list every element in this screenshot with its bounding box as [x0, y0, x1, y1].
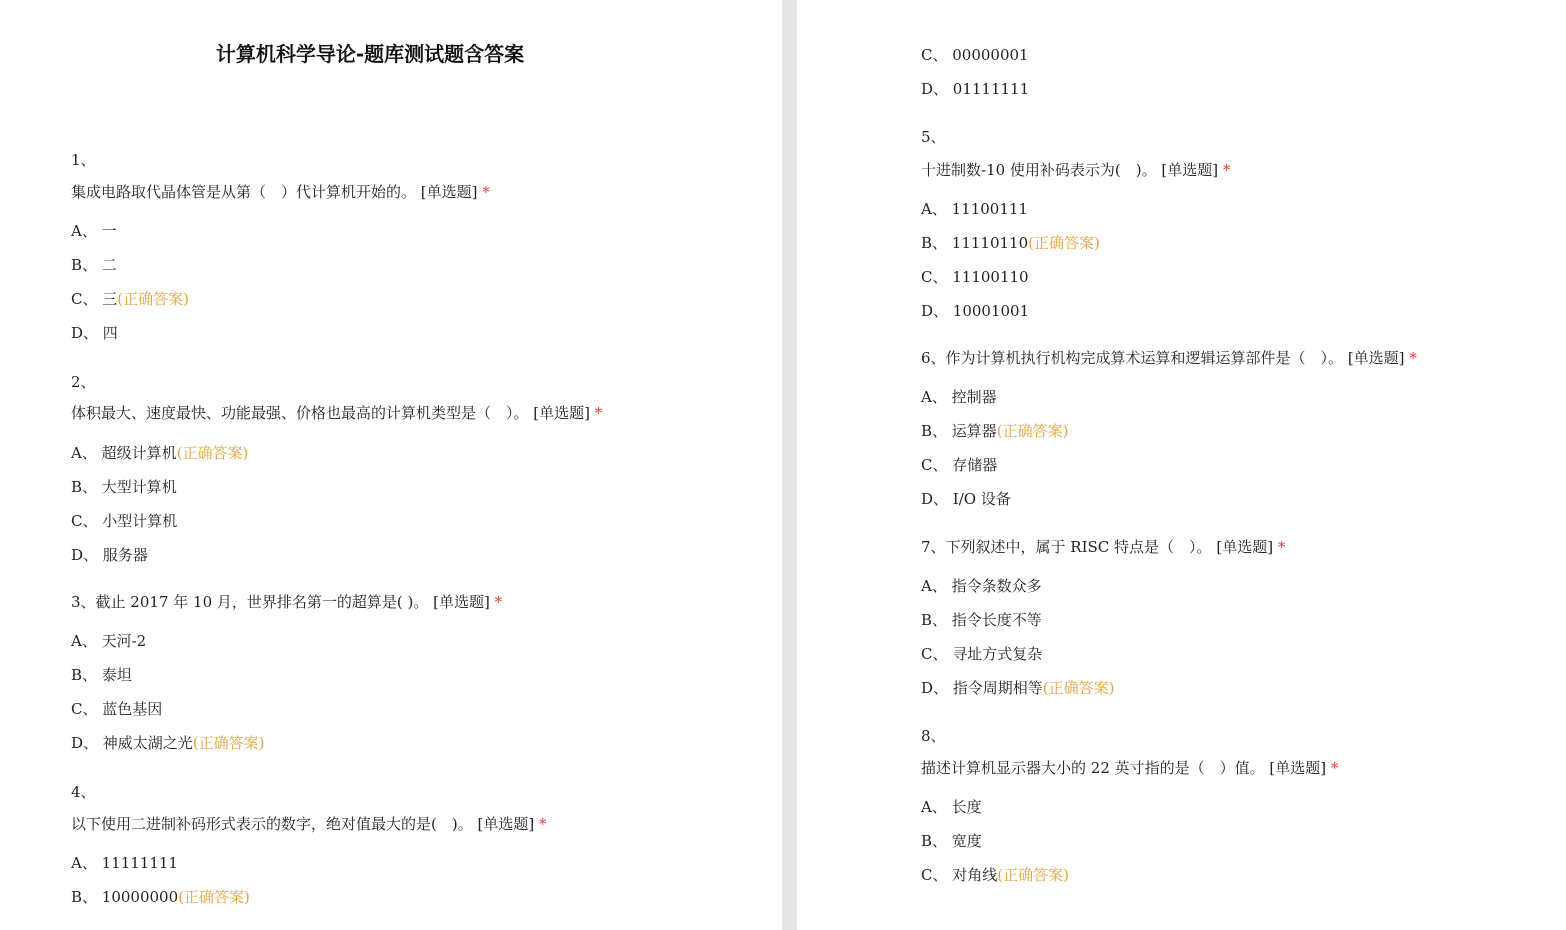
- question-type-tag: [单选题]: [1269, 759, 1327, 777]
- required-mark: *: [494, 593, 503, 611]
- question-3-text: 3、截止 2017 年 10 月，世界排名第一的超算是( )。 [单选题] *: [71, 593, 503, 611]
- question-5-option-a: A、 11100111: [921, 200, 1028, 218]
- question-7-option-c: C、 寻址方式复杂: [921, 645, 1043, 663]
- correct-answer-mark: (正确答案): [997, 866, 1069, 884]
- document-title: 计算机科学导论-题库测试题含答案: [215, 42, 525, 66]
- question-8-option-c: C、 对角线(正确答案): [921, 866, 1069, 884]
- question-6-option-a: A、 控制器: [921, 388, 997, 406]
- question-4-option-c: C、 00000001: [921, 46, 1029, 64]
- question-2-option-a: A、 超级计算机(正确答案): [71, 444, 249, 462]
- question-1-option-c: C、 三(正确答案): [71, 290, 189, 308]
- question-1-option-a: A、 一: [71, 222, 117, 240]
- question-7-option-b: B、 指令长度不等: [921, 611, 1042, 629]
- question-2-text: 体积最大、速度最快、功能最强、价格也最高的计算机类型是（ ）。 [单选题] *: [71, 404, 603, 422]
- required-mark: *: [1277, 538, 1286, 556]
- correct-answer-mark: (正确答案): [1028, 234, 1100, 252]
- correct-answer-mark: (正确答案): [996, 422, 1069, 440]
- question-5-option-c: C、 11100110: [921, 268, 1029, 286]
- question-3-option-b: B、 泰坦: [71, 666, 132, 684]
- question-1-option-d: D、 四: [71, 324, 118, 342]
- question-2-option-b: B、 大型计算机: [71, 478, 177, 496]
- question-2-number: 2、: [71, 373, 96, 391]
- question-6-text: 6、作为计算机执行机构完成算术运算和逻辑运算部件是（ ）。 [单选题] *: [921, 349, 1417, 367]
- correct-answer-mark: (正确答案): [117, 290, 189, 308]
- question-5-option-d: D、 10001001: [921, 302, 1030, 320]
- question-7-text: 7、下列叙述中，属于 RISC 特点是（ ）。 [单选题] *: [921, 538, 1286, 556]
- question-1-option-b: B、 二: [71, 256, 117, 274]
- question-8-option-b: B、 宽度: [921, 832, 982, 850]
- question-4-text: 以下使用二进制补码形式表示的数字，绝对值最大的是( )。 [单选题] *: [71, 815, 547, 833]
- question-type-tag: [单选题]: [1161, 161, 1219, 179]
- question-type-tag: [单选题]: [533, 404, 591, 422]
- document-page-left: [0, 0, 782, 930]
- question-8-option-a: A、 长度: [921, 798, 982, 816]
- document-page-right: [797, 0, 1566, 930]
- question-6-option-c: C、 存储器: [921, 456, 998, 474]
- question-2-option-d: D、 服务器: [71, 546, 148, 564]
- question-8-text: 描述计算机显示器大小的 22 英寸指的是（ ）值。 [单选题] *: [921, 759, 1339, 777]
- question-7-option-d: D、 指令周期相等(正确答案): [921, 679, 1115, 697]
- required-mark: *: [594, 404, 603, 422]
- question-3-option-d: D、 神威太湖之光(正确答案): [71, 734, 265, 752]
- required-mark: *: [1222, 161, 1231, 179]
- question-5-number: 5、: [921, 128, 946, 146]
- question-1-number: 1、: [71, 151, 96, 169]
- correct-answer-mark: (正确答案): [1042, 679, 1115, 697]
- question-4-option-a: A、 11111111: [71, 854, 178, 872]
- question-3-option-a: A、 天河-2: [71, 632, 147, 650]
- question-3-option-c: C、 蓝色基因: [71, 700, 163, 718]
- question-4-option-b: B、 10000000(正确答案): [71, 888, 250, 906]
- required-mark: *: [539, 815, 547, 833]
- required-mark: *: [1330, 759, 1339, 777]
- question-7-option-a: A、 指令条数众多: [921, 577, 1042, 595]
- question-6-option-d: D、 I/O 设备: [921, 490, 1011, 508]
- question-4-number: 4、: [71, 783, 96, 801]
- question-5-text: 十进制数-10 使用补码表示为( )。 [单选题] *: [921, 161, 1231, 179]
- question-5-option-b: B、 11110110(正确答案): [921, 234, 1100, 252]
- question-4-option-d: D、 01111111: [921, 80, 1030, 98]
- question-type-tag: [单选题]: [1216, 538, 1274, 556]
- question-2-option-c: C、 小型计算机: [71, 512, 178, 530]
- question-type-tag: [单选题]: [433, 593, 490, 611]
- question-8-number: 8、: [921, 727, 946, 745]
- question-6-option-b: B、 运算器(正确答案): [921, 422, 1069, 440]
- correct-answer-mark: (正确答案): [192, 734, 265, 752]
- required-mark: *: [1409, 349, 1417, 367]
- question-1-text: 集成电路取代晶体管是从第（ ）代计算机开始的。 [单选题] *: [71, 183, 490, 201]
- question-type-tag: [单选题]: [1347, 349, 1405, 367]
- question-type-tag: [单选题]: [420, 183, 478, 201]
- required-mark: *: [482, 183, 490, 201]
- correct-answer-mark: (正确答案): [178, 888, 250, 906]
- correct-answer-mark: (正确答案): [176, 444, 249, 462]
- question-type-tag: [单选题]: [477, 815, 535, 833]
